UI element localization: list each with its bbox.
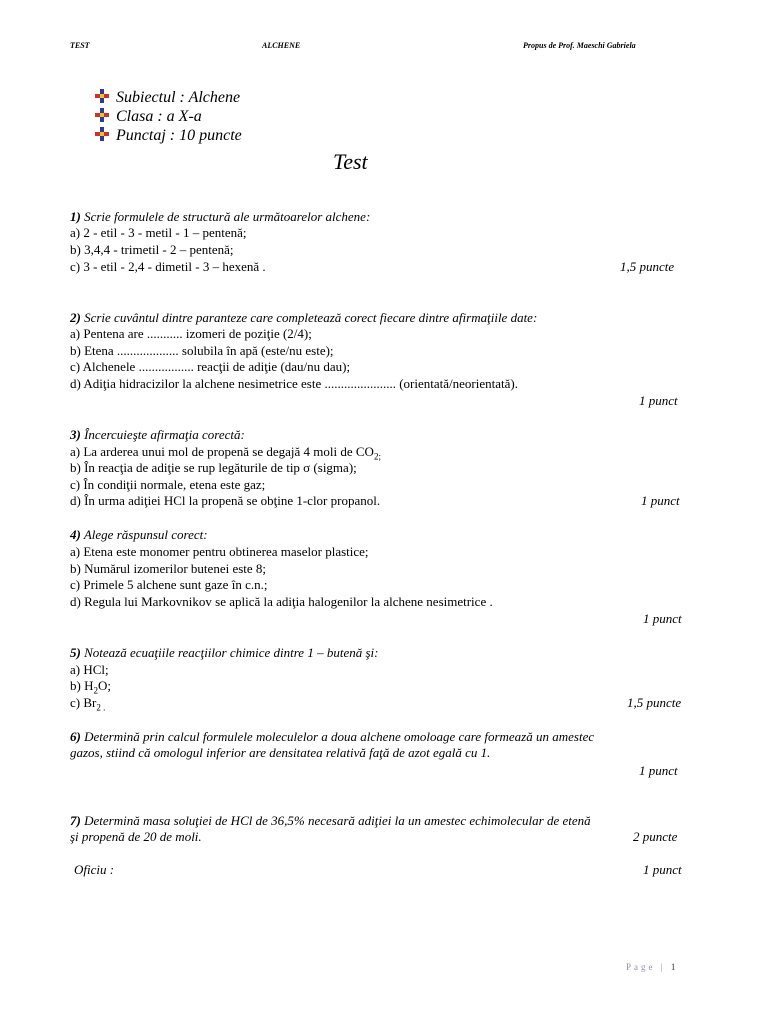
question-3-points: 1 punct: [641, 493, 680, 508]
page-title: Test: [333, 149, 368, 174]
question-5-a: a) HCl;: [70, 662, 109, 677]
question-4-b: b) Numărul izomerilor butenei este 8;: [70, 561, 267, 576]
oficiu-label: Oficiu :: [74, 862, 115, 877]
question-2-points: 1 punct: [639, 393, 678, 408]
question-4-a: a) Etena este monomer pentru obtinerea maselor plastice;: [70, 544, 369, 559]
question-3-prompt: 3) Încercuieşte afirmaţia corectă:: [70, 427, 245, 442]
question-2-b: b) Etena ................... solubila în apă (este/nu este);: [70, 343, 334, 358]
question-2-d: d) Adiţia hidracizilor la alchene nesimetrice este ...................... (orientată/neorientată).: [70, 376, 518, 391]
bullet-text: Punctaj : 10 puncte: [116, 127, 242, 144]
oficiu-points: 1 punct: [643, 862, 682, 877]
question-3-a: a) La arderea unui mol de propenă se degajă 4 moli de $CO_{2;}$: [70, 444, 381, 462]
bullet-score: [95, 127, 242, 145]
page-footer: Page | 1: [626, 962, 677, 972]
question-6-line-2: gazos, stiind că omologul inferior are densitatea relativă faţă de azot egală cu 1.: [70, 745, 491, 760]
question-2-prompt: 2) Scrie cuvântul dintre paranteze care completează corect fiecare dintre afirmaţiile date:: [70, 310, 538, 325]
question-3-d: d) În urma adiţiei HCl la propenă se obţine 1-clor propanol.: [70, 493, 381, 508]
question-7-points: 2 puncte: [633, 829, 678, 844]
header-right: Propus de Prof. Maeschi Gabriela: [523, 41, 636, 50]
question-6-line-1: 6) Determină prin calcul formulele moleculelor a doua alchene omoloage care formează un amestec: [70, 729, 595, 744]
question-5-c: c) $Br_{2 .}$: [70, 695, 106, 713]
bullet-cross-icon: [95, 108, 109, 122]
header-left: TEST: [70, 41, 90, 50]
question-5-prompt: 5) Notează ecuaţiile reacţiilor chimice dintre 1 – butenă şi:: [70, 645, 379, 660]
question-5-points: 1,5 puncte: [627, 695, 682, 710]
question-4-d: d) Regula lui Markovnikov se aplică la adiţia halogenilor la alchene nesimetrice .: [70, 594, 493, 609]
question-3-c: c) În condiţii normale, etena este gaz;: [70, 477, 266, 492]
question-3-b: b) În reacţia de adiţie se rup legăturile de tip σ (sigma);: [70, 460, 357, 475]
bullet-class: [95, 108, 202, 126]
bullet-cross-icon: [95, 89, 109, 103]
question-4-points: 1 punct: [643, 611, 682, 626]
question-4-c: c) Primele 5 alchene sunt gaze în c.n.;: [70, 577, 268, 592]
question-1-a: a) 2 - etil - 3 - metil - 1 – pentenă;: [70, 225, 247, 240]
question-1-prompt: 1) Scrie formulele de structură ale următoarelor alchene:: [70, 209, 371, 224]
question-2-c: c) Alchenele ................. reacţii de adiţie (dau/nu dau);: [70, 359, 351, 374]
question-7-line-1: 7) Determină masa soluţiei de HCl de 36,5% necesară adiţiei la un amestec echimolecular de etenă: [70, 813, 591, 828]
bullet-cross-icon: [95, 127, 109, 141]
bullet-subject: [95, 89, 240, 107]
question-1-c: c) 3 - etil - 2,4 - dimetil - 3 – hexenă .: [70, 259, 266, 274]
question-1-b: b) 3,4,4 - trimetil - 2 – pentenă;: [70, 242, 234, 257]
question-6-points: 1 punct: [639, 763, 678, 778]
question-2-a: a) Pentena are ........... izomeri de poziţie (2/4);: [70, 326, 312, 341]
bullet-text: Subiectul : Alchene: [116, 89, 241, 106]
bullet-text: Clasa : a X-a: [116, 108, 202, 125]
question-7-line-2: şi propenă de 20 de moli.: [70, 829, 202, 844]
question-1-points: 1,5 puncte: [620, 259, 675, 274]
question-4-prompt: 4) Alege răspunsul corect:: [70, 527, 208, 542]
header-center: ALCHENE: [262, 41, 301, 50]
question-5-b: b) $H_2O$;: [70, 678, 111, 696]
